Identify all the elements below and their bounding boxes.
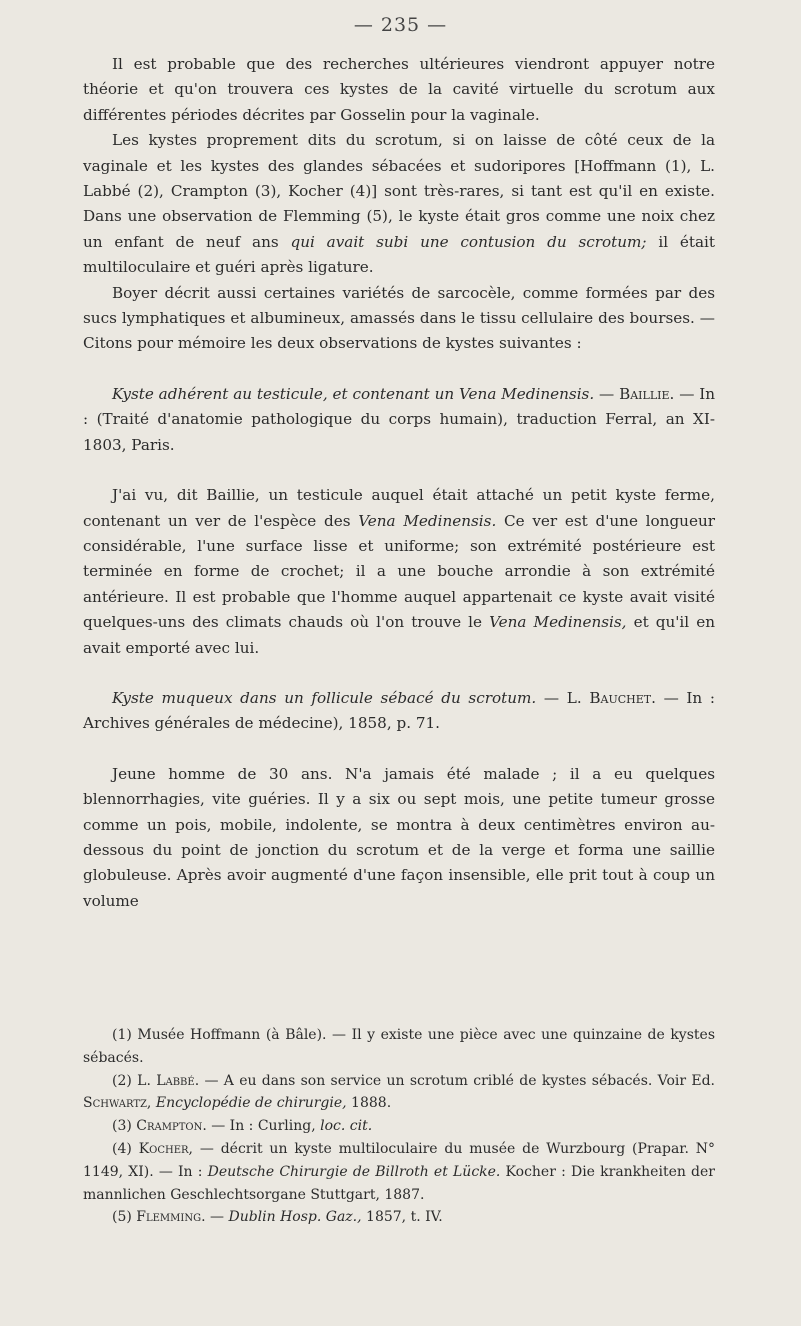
- footnotes: [83, 1024, 715, 1229]
- paragraph: Il est probable que des recherches ultérieures viendront appuyer notre théorie et qu'on trouvera ces kystes de la cavité virtuelle du scrotum aux différentes périodes décrites par Gosselin pour la vaginale.: [83, 55, 715, 124]
- footnote: (5) Flemming. — Dublin Hosp. Gaz., 1857, t. IV.: [112, 1209, 443, 1226]
- footnote: (2) L. Labbé. — A eu dans son service un scrotum criblé de kystes sébacés. Voir Ed. Schwartz, Encyclopédie de chirurgie, 1888.: [83, 1072, 715, 1112]
- footnote: (1) Musée Hoffmann (à Bâle). — Il y existe une pièce avec une quinzaine de kystes sébacés.: [83, 1027, 715, 1066]
- page-number: — 235 —: [353, 14, 448, 36]
- paragraph: Jeune homme de 30 ans. N'a jamais été malade ; il a eu quelques blennorrhagies, vite guéries. Il y a six ou sept mois, une petite tumeur grosse comme un pois, mobile, indolente, se montra à deux centimètres environ au-dessous du point de jonction du scrotum et de la verge et forma une saillie globuleuse. Après avoir augmenté d'une façon insensible, elle prit tout à coup un volume: [83, 764, 715, 910]
- footnote: (3) Crampton. — In : Curling, loc. cit.: [112, 1118, 373, 1135]
- observation-heading: Kyste muqueux dans un follicule sébacé du scrotum. — L. Bauchet. — In : Archives générales de médecine), 1858, p. 71.: [83, 688, 715, 733]
- observation-heading: Kyste adhérent au testicule, et contenant un Vena Medinensis. — Baillie. — In : (Traité d'anatomie pathologique du corps humain), traduction Ferral, an XI-1803, Paris.: [83, 384, 716, 454]
- paragraph: Boyer décrit aussi certaines variétés de sarcocèle, comme formées par des sucs lymphatiques et albumineux, amassés dans le tissu cellulaire des bourses. — Citons pour mémoire les deux observations de kystes suivantes :: [83, 283, 715, 353]
- body-text: [83, 52, 715, 914]
- paragraph: J'ai vu, dit Baillie, un testicule auquel était attaché un petit kyste ferme, contenant un ver de l'espèce des Vena Medinensis. Ce ver est d'une longueur considérable, l'une surface lisse et uniforme; son extrémité postérieure est terminée en forme de crochet; il a une bouche arrondie à son extrémité antérieure. Il est probable que l'homme auquel appartenait ce kyste avait visité quelques-uns des climats chauds où l'on trouve le Vena Medinensis, et qu'il en avait emporté avec lui.: [83, 486, 715, 657]
- footnote: (4) Kocher, — décrit un kyste multiloculaire du musée de Wurzbourg (Prapar. N° 1149, XI). — In : Deutsche Chirurgie de Billroth et Lücke. Kocher : Die krankheiten der mannlichen Geschlechtsorgane Stuttgart, 1887.: [83, 1140, 715, 1203]
- paragraph: Les kystes proprement dits du scrotum, si on laisse de côté ceux de la vaginale et les kystes des glandes sébacées et sudoripores [Hoffmann (1), L. Labbé (2), Crampton (3), Kocher (4)] sont très-rares, si tant est qu'il en existe. Dans une observation de Flemming (5), le kyste était gros comme une noix chez un enfant de neuf ans qui avait subi une contusion du scrotum; il était multiloculaire et guéri après ligature.: [83, 131, 716, 277]
